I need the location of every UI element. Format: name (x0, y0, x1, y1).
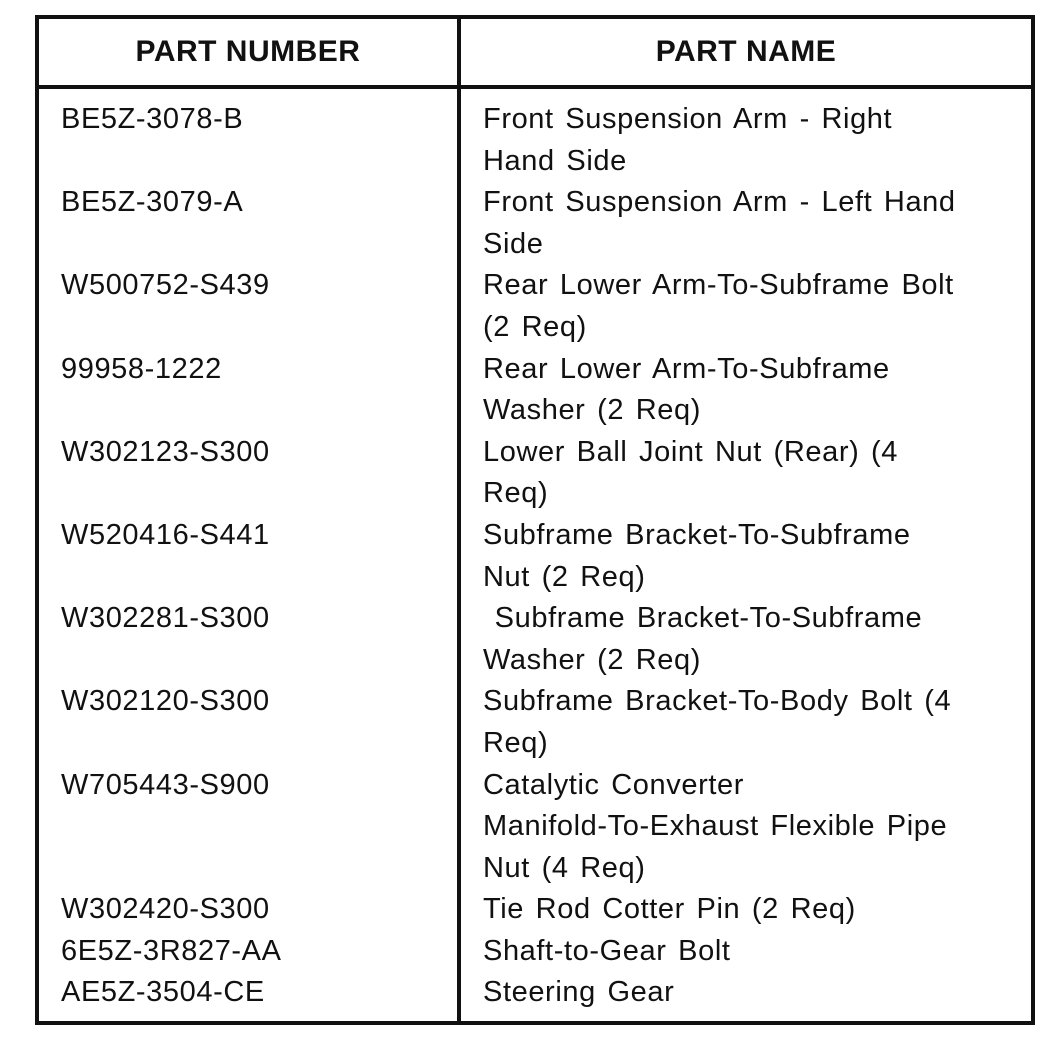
table-body (39, 99, 1031, 1014)
part-name-cell: Subframe Bracket-To-Subframe Washer (2 Req) (483, 602, 923, 676)
part-number-cell: W302123-S300 (61, 435, 270, 468)
part-number-cell: BE5Z-3079-A (61, 186, 244, 219)
part-name-cell: Subframe Bracket-To-Subframe Nut (2 Req) (483, 518, 911, 593)
part-name-cell: Front Suspension Arm - Left Hand Side (483, 186, 956, 260)
part-name-cell: Subframe Bracket-To-Body Bolt (4 Req) (483, 685, 952, 759)
part-number-cell: W520416-S441 (61, 518, 270, 551)
part-number-cell: W705443-S900 (61, 768, 270, 801)
table-row (39, 432, 1031, 515)
table-header-row (39, 19, 1031, 89)
table-row (39, 598, 1031, 681)
table-row (39, 765, 1031, 890)
part-number-cell: AE5Z-3504-CE (61, 976, 265, 1009)
table-row (39, 889, 1031, 931)
part-number-cell: W302120-S300 (61, 685, 270, 718)
part-name-cell: Tie Rod Cotter Pin (2 Req) (483, 893, 856, 926)
part-name-cell: Catalytic Converter Manifold-To-Exhaust Flexible Pipe Nut (4 Req) (483, 768, 948, 884)
part-number-cell: 99958-1222 (61, 352, 222, 385)
part-name-cell: Steering Gear (483, 976, 675, 1009)
table-row (39, 681, 1031, 764)
part-name-cell: Lower Ball Joint Nut (Rear) (4 Req) (483, 435, 898, 510)
part-number-cell: W302281-S300 (61, 602, 270, 635)
table-row (39, 265, 1031, 348)
part-name-cell: Rear Lower Arm-To-Subframe Bolt (2 Req) (483, 269, 954, 343)
table-row (39, 182, 1031, 265)
table-row (39, 972, 1031, 1014)
table-row (39, 99, 1031, 182)
part-number-cell: W500752-S439 (61, 269, 270, 302)
part-number-cell: BE5Z-3078-B (61, 103, 244, 135)
table-row (39, 515, 1031, 598)
parts-table (35, 15, 1035, 1025)
part-name-cell: Shaft-to-Gear Bolt (483, 934, 731, 967)
header-part-name: PART NAME (655, 35, 837, 68)
table-row (39, 349, 1031, 432)
part-name-cell: Rear Lower Arm-To-Subframe Washer (2 Req) (483, 352, 890, 427)
header-part-number: PART NUMBER (135, 35, 361, 68)
part-number-cell: 6E5Z-3R827-AA (61, 934, 282, 967)
table-row (39, 931, 1031, 973)
part-name-cell: Front Suspension Arm - Right Hand Side (483, 103, 893, 177)
part-number-cell: W302420-S300 (61, 893, 270, 926)
